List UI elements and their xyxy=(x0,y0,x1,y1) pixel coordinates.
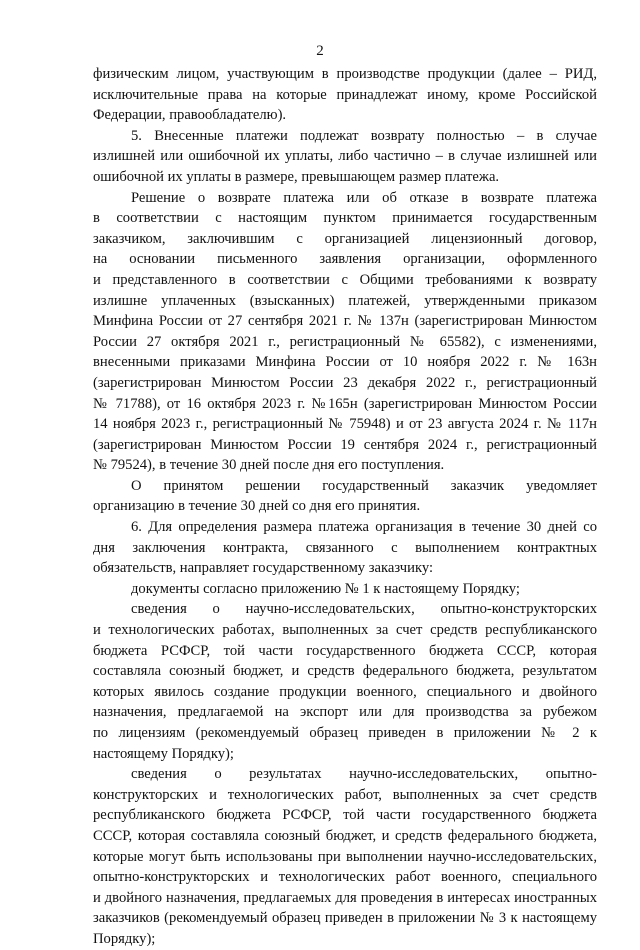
text-line: Федерации, правообладателю). xyxy=(93,107,287,124)
text-line: ошибочной их уплаты в размере, превышающем размер платежа. xyxy=(93,168,500,185)
text-line: сведения о результатах научно-исследовательских, опытно- xyxy=(131,766,597,783)
text-line: О принятом решении государственный заказчик уведомляет xyxy=(131,477,597,494)
document-text xyxy=(93,64,597,950)
text-line: 6. Для определения размера платежа организация в течение 30 дней со xyxy=(131,519,597,536)
text-line: по лицензиям (рекомендуемый образец приведен в приложении № 2 к xyxy=(93,725,597,741)
text-line: бюджета РСФСР, той части государственного бюджета СССР, которая xyxy=(93,642,597,659)
text-line: обязательств, направляет государственному заказчику: xyxy=(93,560,434,577)
text-line: физическим лицом, участвующим в производстве продукции (далее – РИД, xyxy=(93,66,597,82)
text-line: излишней или ошибочной их уплаты, либо частично – в случае излишней или xyxy=(93,148,597,165)
text-line: опытно-конструкторских и технологических работ военного, специального xyxy=(93,869,597,886)
text-line: республиканского бюджета РСФСР, той части государственного бюджета xyxy=(93,807,597,824)
text-line: на основании письменного заявления организации, оформленного xyxy=(93,251,597,268)
page-number: 2 xyxy=(316,43,324,59)
text-line: излишне уплаченных (взысканных) платежей, утвержденными приказом xyxy=(93,292,597,309)
text-line: СССР, которая составляла союзный бюджет, и средств федерального бюджета, xyxy=(93,827,597,844)
text-line: и представленного в соответствии с Общими требованиями к возврату xyxy=(93,271,597,288)
text-line: и технологических работах, выполненных за счет средств республиканского xyxy=(93,622,597,639)
text-line: внесенными приказами Минфина России от 10 ноября 2022 г. № 163н xyxy=(93,354,597,371)
text-line: конструкторских и технологических работ, выполненных за счет средств xyxy=(93,786,597,803)
text-line: № 79524), в течение 30 дней после дня его поступления. xyxy=(93,457,445,474)
text-line: в соответствии с настоящим пунктом принимается государственным xyxy=(93,210,597,227)
text-line: исключительные права на которые принадлежат иному, кроме Российской xyxy=(93,86,597,103)
text-line: заказчиков (рекомендуемый образец приведен в приложении № 3 к настоящему xyxy=(93,910,597,927)
text-line: составляла союзный бюджет, и средств федерального бюджета, результатом xyxy=(93,663,597,680)
text-line: которые могут быть использованы при выполнении научно-исследовательских, xyxy=(93,848,597,865)
text-line: Решение о возврате платежа или об отказе в возврате платежа xyxy=(131,189,597,206)
text-line: документы согласно приложению № 1 к настоящему Порядку; xyxy=(131,580,520,597)
text-line: (зарегистрирован Минюстом России 23 декабря 2022 г., регистрационный xyxy=(93,374,597,391)
text-line: назначения, предлагаемой на экспорт или для производства за рубежом xyxy=(93,704,597,721)
text-line: Порядку); xyxy=(93,930,156,947)
text-line: дня заключения контракта, связанного с выполнением контрактных xyxy=(93,539,597,556)
text-line: сведения о научно-исследовательских, опытно-конструкторских xyxy=(131,601,597,618)
text-line: и двойного назначения, предлагаемых для проведения в интересах иностранных xyxy=(93,889,597,906)
text-line: заказчиком, заключившим с организацией лицензионный договор, xyxy=(93,230,597,247)
text-line: которых явилось создание продукции военного, специального и двойного xyxy=(93,683,597,700)
text-line: России 27 октября 2021 г., регистрационный № 65582), с изменениями, xyxy=(93,333,597,350)
text-line: организацию в течение 30 дней со дня его принятия. xyxy=(93,498,421,515)
text-line: 14 ноября 2023 г., регистрационный № 75948) и от 23 августа 2024 г. № 117н xyxy=(93,416,597,433)
text-line: № 71788), от 16 октября 2023 г. №165н (зарегистрирован Минюстом России xyxy=(93,395,597,412)
text-line: Минфина России от 27 сентября 2021 г. № 137н (зарегистрирован Минюстом xyxy=(93,313,597,330)
text-line: (зарегистрирован Минюстом России 19 сентября 2024 г., регистрационный xyxy=(93,436,597,453)
text-line: настоящему Порядку); xyxy=(93,745,234,762)
text-line: 5. Внесенные платежи подлежат возврату полностью – в случае xyxy=(131,127,597,144)
